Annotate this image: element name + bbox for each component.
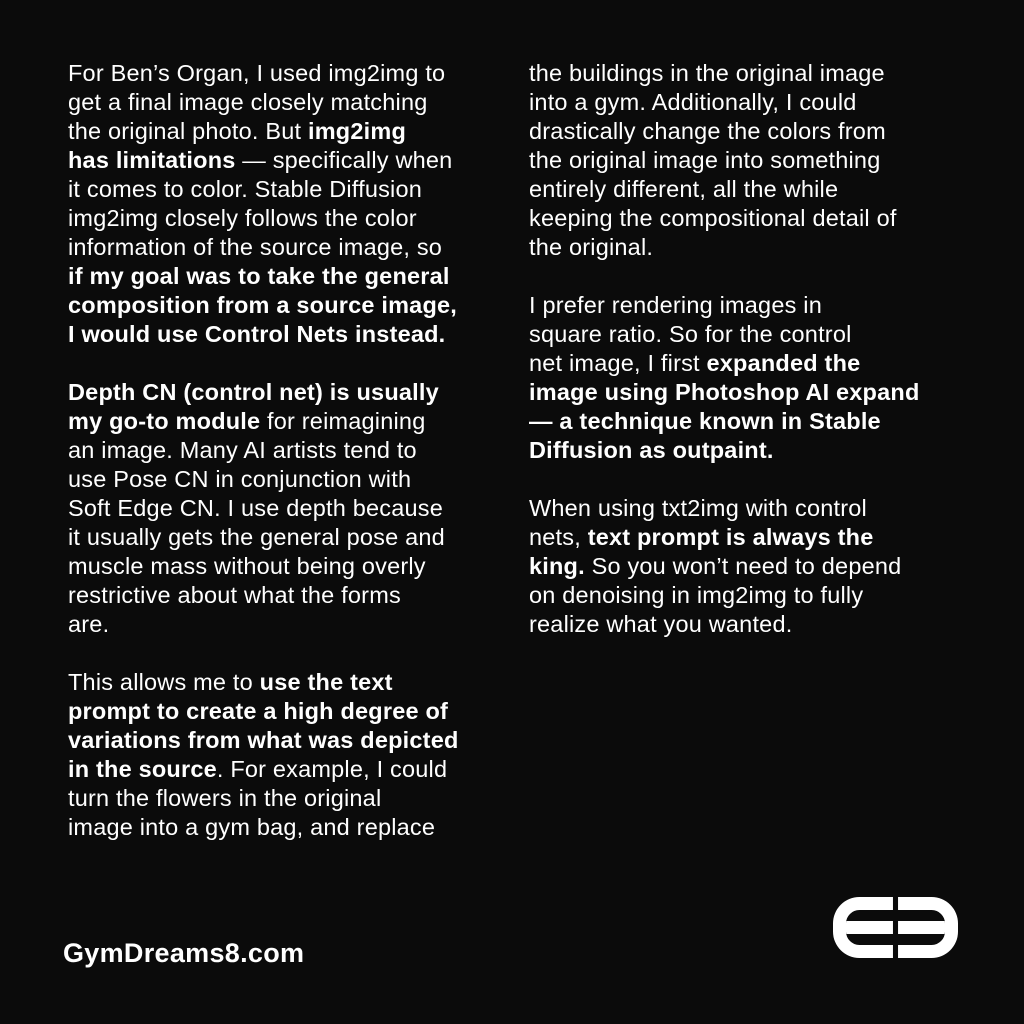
bold-text-segment: king. bbox=[529, 553, 585, 579]
text-segment: the original. bbox=[529, 234, 654, 260]
text-segment: nets, bbox=[529, 524, 588, 550]
text-line bbox=[529, 610, 969, 639]
text-line bbox=[529, 436, 969, 465]
text-line bbox=[68, 668, 508, 697]
text-segment: restrictive about what the forms bbox=[68, 582, 401, 608]
text-line bbox=[529, 552, 969, 581]
text-line bbox=[529, 204, 969, 233]
bold-text-segment: Depth CN (control net) is usually bbox=[68, 379, 439, 405]
text-segment: So you won’t need to depend bbox=[584, 553, 902, 579]
text-segment: img2img closely follows the color bbox=[68, 205, 417, 231]
text-segment: are. bbox=[68, 611, 110, 637]
text-line bbox=[68, 378, 508, 407]
site-url: GymDreams8.com bbox=[63, 938, 305, 968]
text-segment: . For example, I could bbox=[216, 756, 448, 782]
text-segment: entirely different, all the while bbox=[529, 176, 839, 202]
paragraph bbox=[68, 378, 508, 639]
bold-text-segment: I would use Control Nets instead. bbox=[68, 321, 446, 347]
text-segment: the original image into something bbox=[529, 147, 881, 173]
text-segment: I prefer rendering images in bbox=[529, 292, 822, 318]
text-line bbox=[529, 291, 969, 320]
text-line bbox=[529, 523, 969, 552]
text-segment: an image. Many AI artists tend to bbox=[68, 437, 417, 463]
text-segment: drastically change the colors from bbox=[529, 118, 886, 144]
text-segment: it comes to color. Stable Diffusion bbox=[68, 176, 423, 202]
gd-monogram-icon bbox=[833, 897, 958, 958]
text-line bbox=[68, 233, 508, 262]
text-line bbox=[68, 320, 508, 349]
bold-text-segment: use the text bbox=[259, 669, 393, 695]
bold-text-segment: if my goal was to take the general bbox=[68, 263, 450, 289]
text-segment: get a final image closely matching bbox=[68, 89, 428, 115]
bold-text-segment: composition from a source image, bbox=[68, 292, 458, 318]
text-line bbox=[68, 726, 508, 755]
bold-text-segment: Diffusion as outpaint. bbox=[529, 437, 774, 463]
text-segment: For Ben’s Organ, I used img2img to bbox=[68, 60, 446, 86]
text-segment: the original photo. But bbox=[68, 118, 308, 144]
text-line bbox=[68, 146, 508, 175]
bold-text-segment: has limitations bbox=[68, 147, 236, 173]
text-line bbox=[529, 117, 969, 146]
logo-letter-d-mirrored-g bbox=[898, 897, 958, 958]
text-segment: square ratio. So for the control bbox=[529, 321, 852, 347]
text-line bbox=[68, 755, 508, 784]
text-line bbox=[68, 262, 508, 291]
text-line bbox=[529, 407, 969, 436]
text-line bbox=[529, 494, 969, 523]
text-segment: When using txt2img with control bbox=[529, 495, 867, 521]
bold-text-segment: prompt to create a high degree of bbox=[68, 698, 449, 724]
bold-text-segment: text prompt is always the bbox=[587, 524, 874, 550]
text-line bbox=[68, 494, 508, 523]
text-line bbox=[529, 233, 969, 262]
paragraph bbox=[529, 59, 969, 262]
text-line bbox=[68, 465, 508, 494]
paragraph bbox=[529, 291, 969, 465]
text-line bbox=[68, 407, 508, 436]
text-line bbox=[68, 610, 508, 639]
text-line bbox=[529, 59, 969, 88]
bold-text-segment: image using Photoshop AI expand bbox=[529, 379, 920, 405]
text-segment: image into a gym bag, and replace bbox=[68, 814, 436, 840]
text-line bbox=[529, 146, 969, 175]
text-segment: — specifically when bbox=[235, 147, 453, 173]
logo-letter-g bbox=[833, 897, 893, 958]
text-segment: the buildings in the original image bbox=[529, 60, 885, 86]
text-column-right bbox=[529, 59, 969, 668]
bold-text-segment: in the source bbox=[68, 756, 217, 782]
bold-text-segment: expanded the bbox=[706, 350, 861, 376]
text-line bbox=[68, 59, 508, 88]
text-line bbox=[68, 117, 508, 146]
text-segment: This allows me to bbox=[68, 669, 260, 695]
text-segment: turn the flowers in the original bbox=[68, 785, 382, 811]
text-line bbox=[68, 204, 508, 233]
text-line bbox=[529, 88, 969, 117]
text-segment: on denoising in img2img to fully bbox=[529, 582, 864, 608]
text-segment: use Pose CN in conjunction with bbox=[68, 466, 412, 492]
bold-text-segment: my go-to module bbox=[68, 408, 261, 434]
text-segment: net image, I first bbox=[529, 350, 707, 376]
text-line bbox=[529, 378, 969, 407]
text-segment: keeping the compositional detail of bbox=[529, 205, 897, 231]
text-segment: Soft Edge CN. I use depth because bbox=[68, 495, 444, 521]
paragraph bbox=[68, 668, 508, 842]
text-segment: it usually gets the general pose and bbox=[68, 524, 445, 550]
text-line bbox=[68, 291, 508, 320]
text-column-left bbox=[68, 59, 508, 871]
text-line bbox=[529, 175, 969, 204]
text-segment: information of the source image, so bbox=[68, 234, 443, 260]
text-line bbox=[529, 581, 969, 610]
text-segment: into a gym. Additionally, I could bbox=[529, 89, 857, 115]
text-line bbox=[529, 320, 969, 349]
text-line bbox=[68, 697, 508, 726]
paragraph bbox=[529, 494, 969, 639]
text-line bbox=[68, 88, 508, 117]
text-segment: for reimagining bbox=[260, 408, 426, 434]
text-line bbox=[529, 349, 969, 378]
text-line bbox=[68, 523, 508, 552]
text-line bbox=[68, 581, 508, 610]
text-line bbox=[68, 784, 508, 813]
text-line bbox=[68, 175, 508, 204]
text-segment: realize what you wanted. bbox=[529, 611, 793, 637]
text-segment: muscle mass without being overly bbox=[68, 553, 426, 579]
text-line bbox=[68, 813, 508, 842]
text-line bbox=[68, 552, 508, 581]
bold-text-segment: variations from what was depicted bbox=[68, 727, 459, 753]
text-line bbox=[68, 436, 508, 465]
bold-text-segment: img2img bbox=[307, 118, 406, 144]
bold-text-segment: — a technique known in Stable bbox=[529, 408, 881, 434]
paragraph bbox=[68, 59, 508, 349]
